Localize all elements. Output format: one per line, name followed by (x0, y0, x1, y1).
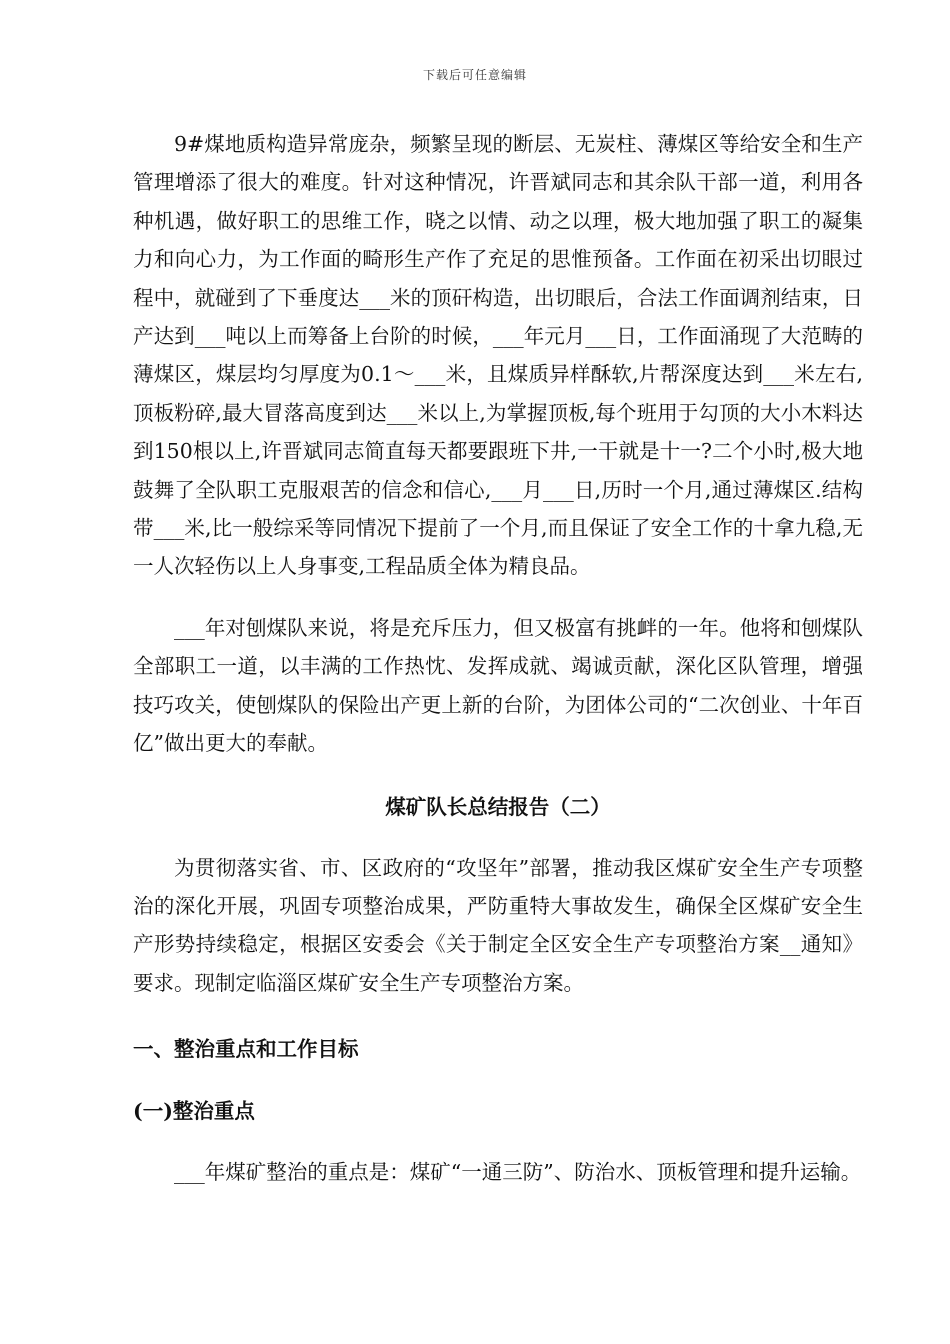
body-paragraph-2: ___年对刨煤队来说，将是充斥压力，但又极富有挑衅的一年。他将和刨煤队全部职工一道，以丰满的工作热忱、发挥成就、竭诚贡献，深化区队管理，增强技巧攻关，使刨煤队的保险出产更上新的台阶，为团体公司的“二次创业、十年百亿”做出更大的奉献。 (133, 615, 863, 756)
body-paragraph-4: ___年煤矿整治的重点是：煤矿“一通三防”、防治水、顶板管理和提升运输。 (174, 1159, 862, 1184)
body-paragraph-1: 9#煤地质构造异常庞杂，频繁呈现的断层、无炭柱、薄煤区等给安全和生产管理增添了很大的难度。针对这种情况，许晋斌同志和其余队干部一道，利用各种机遇，做好职工的思维工作，晓之以情、动之以理，极大地加强了职工的凝集力和向心力，为工作面的畸形生产作了充足的思惟预备。工作面在初采出切眼过程中，就碰到了下垂度达___米的顶矸构造，出切眼后，合法工作面调剂结束，日产达到___吨以上而筹备上台阶的时候，___年元月___日，工作面涌现了大范畴的薄煤区，煤层均匀厚度为0.1～___米，且煤质异样酥软,片帮深度达到___米左右,顶板粉碎,最大冒落高度到达___米以上,为掌握顶板,每个班用于勾顶的大小木料达到150根以上,许晋斌同志简直每天都要跟班下井,一干就是十一?二个小时,极大地鼓舞了全队职工克服艰苦的信念和信心,___月___日,历时一个月,通过薄煤区.结构带___米,比一般综采等同情况下提前了一个月,而且保证了安全工作的十拿九稳,无一人次轻伤以上人身事变,工程品质全体为精良品。 (133, 132, 863, 579)
body-paragraph-3: 为贯彻落实省、市、区政府的“攻坚年”部署，推动我区煤矿安全生产专项整治的深化开展，巩固专项整治成果，严防重特大事故发生，确保全区煤矿安全生产形势持续稳定，根据区安委会《关于制定全区安全生产专项整治方案__通知》要求。现制定临淄区煤矿安全生产专项整治方案。 (133, 855, 863, 995)
page-header-note: 下载后可任意编辑 (422, 68, 527, 82)
document-body (133, 125, 863, 1191)
section-title: 煤矿队长总结报告（二） (385, 794, 611, 819)
heading-level-2: (一)整治重点 (133, 1098, 255, 1123)
heading-level-1: 一、整治重点和工作目标 (133, 1037, 359, 1062)
